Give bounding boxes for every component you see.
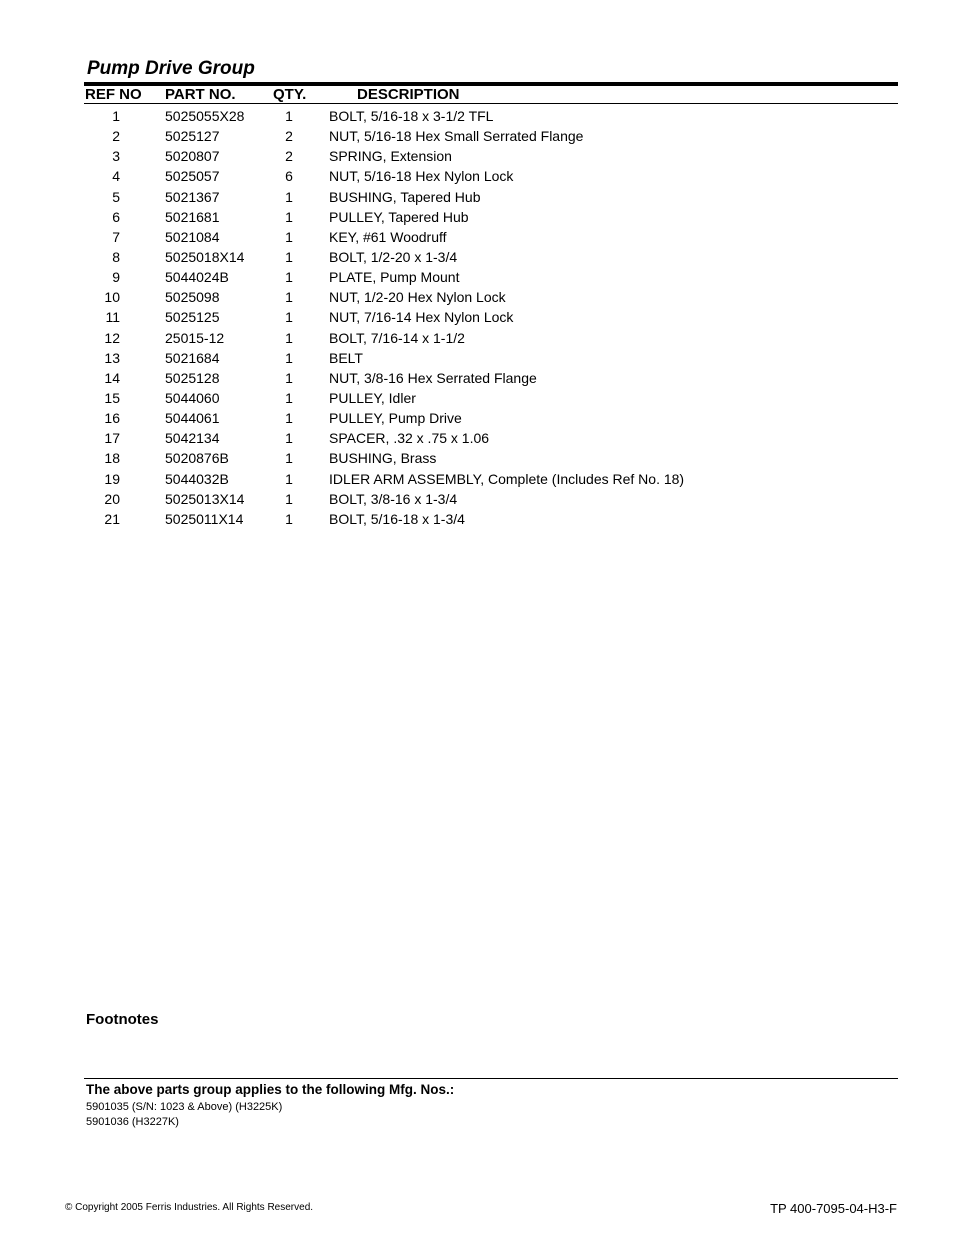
header-qty: QTY.: [273, 86, 307, 103]
table-row: [0, 207, 954, 227]
table-row: [0, 509, 954, 529]
page-title: Pump Drive Group: [87, 58, 255, 79]
description-cell: PULLEY, Pump Drive: [329, 410, 462, 427]
table-row: [0, 267, 954, 287]
description-cell: PULLEY, Idler: [329, 389, 416, 406]
part-number-cell: 5025011X14: [165, 510, 244, 527]
ref-cell: 20: [104, 490, 120, 507]
table-row: [0, 368, 954, 388]
description-cell: IDLER ARM ASSEMBLY, Complete (Includes Ref No. 18): [329, 470, 685, 487]
part-number-cell: 5044061: [165, 410, 220, 427]
ref-cell: 2: [112, 128, 120, 145]
part-number-cell: 5021681: [165, 208, 220, 225]
description-cell: PULLEY, Tapered Hub: [329, 208, 469, 225]
header-ref-no: REF NO: [85, 86, 142, 103]
part-number-cell: 5025125: [165, 309, 220, 326]
qty-cell: 1: [285, 108, 293, 124]
qty-cell: 6: [285, 168, 293, 185]
qty-cell: 1: [285, 470, 293, 487]
table-row: [0, 428, 954, 448]
part-number-cell: 5025018X14: [165, 248, 245, 265]
header-part-no: PART NO.: [165, 86, 236, 103]
qty-cell: 1: [285, 490, 293, 507]
table-row: [0, 348, 954, 368]
part-number-cell: 5025057: [165, 168, 220, 185]
ref-cell: 19: [104, 470, 120, 487]
table-row: [0, 227, 954, 247]
qty-cell: 1: [285, 269, 293, 286]
table-row: [0, 307, 954, 327]
description-cell: BUSHING, Tapered Hub: [329, 188, 481, 205]
ref-cell: 15: [104, 389, 120, 406]
part-number-cell: 5044032B: [165, 470, 229, 487]
qty-cell: 2: [285, 148, 293, 165]
part-number-cell: 5020876B: [165, 450, 229, 467]
qty-cell: 1: [285, 309, 293, 326]
qty-cell: 1: [285, 510, 293, 527]
part-number-cell: 5025013X14: [165, 490, 245, 507]
description-cell: BOLT, 5/16-18 x 1-3/4: [329, 510, 465, 527]
part-number-cell: 5021684: [165, 349, 220, 366]
table-row: [0, 489, 954, 509]
table-row: [0, 146, 954, 166]
ref-cell: 5: [112, 188, 120, 205]
part-number-cell: 5025098: [165, 289, 220, 306]
qty-cell: 1: [285, 450, 293, 467]
ref-cell: 11: [105, 309, 120, 326]
description-cell: SPACER, .32 x .75 x 1.06: [329, 430, 490, 447]
ref-cell: 18: [104, 450, 120, 467]
part-number-cell: 5025128: [165, 369, 220, 386]
qty-cell: 1: [285, 430, 293, 447]
description-cell: BOLT, 5/16-18 x 3-1/2 TFL: [329, 108, 494, 124]
part-number-cell: 5021084: [165, 228, 220, 245]
table-row: [0, 126, 954, 146]
ref-cell: 9: [112, 269, 120, 286]
description-cell: NUT, 5/16-18 Hex Nylon Lock: [329, 168, 514, 185]
description-cell: PLATE, Pump Mount: [329, 269, 460, 286]
description-cell: NUT, 5/16-18 Hex Small Serrated Flange: [329, 128, 584, 145]
qty-cell: 1: [285, 248, 293, 265]
table-row: [0, 448, 954, 468]
mfg-line: 5901035 (S/N: 1023 & Above) (H3225K): [86, 1101, 283, 1113]
ref-cell: 12: [104, 329, 120, 346]
qty-cell: 1: [285, 289, 293, 306]
part-number-cell: 5021367: [165, 188, 220, 205]
qty-cell: 1: [285, 188, 293, 205]
part-number-cell: 5044060: [165, 389, 220, 406]
qty-cell: 1: [285, 349, 293, 366]
parts-table: [0, 106, 954, 529]
description-cell: NUT, 3/8-16 Hex Serrated Flange: [329, 369, 537, 386]
table-row: [0, 469, 954, 489]
ref-cell: 13: [104, 349, 120, 366]
part-number-cell: 5025127: [165, 128, 220, 145]
qty-cell: 1: [285, 369, 293, 386]
qty-cell: 1: [285, 389, 293, 406]
ref-cell: 14: [104, 369, 120, 386]
description-cell: BOLT, 1/2-20 x 1-3/4: [329, 248, 458, 265]
ref-cell: 21: [104, 510, 120, 527]
table-row: [0, 187, 954, 207]
part-number-cell: 25015-12: [165, 329, 225, 346]
ref-cell: 6: [112, 208, 120, 225]
part-number-cell: 5042134: [165, 430, 220, 447]
ref-cell: 17: [104, 430, 120, 447]
description-cell: NUT, 1/2-20 Hex Nylon Lock: [329, 289, 506, 306]
part-number-cell: 5044024B: [165, 269, 229, 286]
qty-cell: 1: [285, 329, 293, 346]
qty-cell: 2: [285, 128, 293, 145]
ref-cell: 16: [104, 410, 120, 427]
table-row: [0, 328, 954, 348]
header-description: DESCRIPTION: [357, 86, 460, 103]
part-number-cell: 5020807: [165, 148, 220, 165]
description-cell: KEY, #61 Woodruff: [329, 228, 447, 245]
description-cell: SPRING, Extension: [329, 148, 452, 165]
description-cell: BOLT, 7/16-14 x 1-1/2: [329, 329, 465, 346]
qty-cell: 1: [285, 228, 293, 245]
table-row: [0, 166, 954, 186]
ref-cell: 8: [112, 248, 120, 265]
qty-cell: 1: [285, 208, 293, 225]
table-row: [0, 247, 954, 267]
table-row: [0, 408, 954, 428]
ref-cell: 1: [112, 108, 120, 124]
document-number: TP 400-7095-04-H3-F: [770, 1201, 897, 1216]
part-number-cell: 5025055X28: [165, 108, 245, 124]
mfg-rule: [84, 1078, 898, 1079]
header-rule: [84, 103, 898, 104]
description-cell: NUT, 7/16-14 Hex Nylon Lock: [329, 309, 514, 326]
copyright: © Copyright 2005 Ferris Industries. All Rights Reserved.: [65, 1202, 314, 1213]
description-cell: BELT: [329, 349, 363, 366]
table-row: [0, 106, 954, 126]
table-row: [0, 287, 954, 307]
footnotes-label: Footnotes: [86, 1011, 159, 1028]
ref-cell: 4: [112, 168, 120, 185]
qty-cell: 1: [285, 410, 293, 427]
description-cell: BOLT, 3/8-16 x 1-3/4: [329, 490, 458, 507]
ref-cell: 10: [104, 289, 120, 306]
mfg-line: 5901036 (H3227K): [86, 1116, 179, 1128]
ref-cell: 3: [112, 148, 120, 165]
mfg-title: The above parts group applies to the following Mfg. Nos.:: [86, 1082, 455, 1097]
description-cell: BUSHING, Brass: [329, 450, 437, 467]
table-row: [0, 388, 954, 408]
ref-cell: 7: [112, 228, 120, 245]
